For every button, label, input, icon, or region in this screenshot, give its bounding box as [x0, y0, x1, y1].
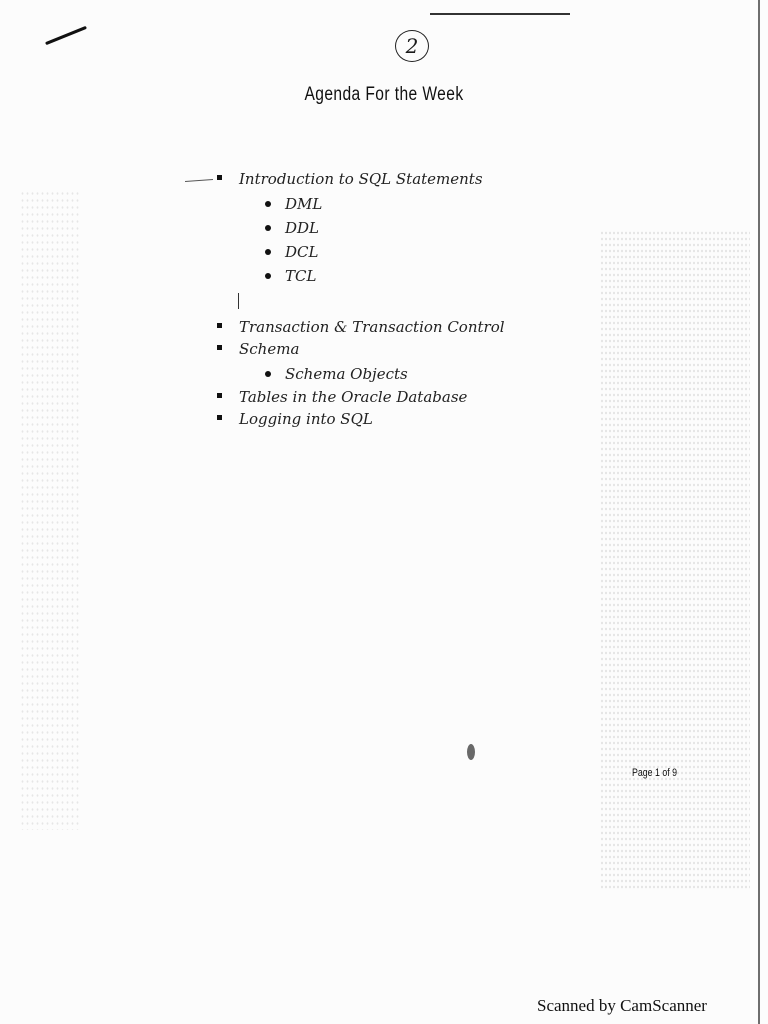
agenda-item-label: Introduction to SQL Statements — [239, 170, 483, 188]
handwritten-page-marker: 2 — [395, 30, 429, 62]
sub-item-ddl: DDL — [263, 216, 505, 240]
agenda-item-label: Logging into SQL — [239, 410, 373, 428]
scan-top-line — [430, 13, 570, 15]
pencil-dash-mark — [185, 179, 213, 182]
agenda-item-logging — [217, 408, 505, 430]
page-title: Agenda For the Week — [304, 84, 464, 105]
ink-blot — [467, 744, 475, 760]
sub-list-schema — [239, 362, 505, 386]
agenda-list — [217, 168, 505, 430]
sub-item-dcl: DCL — [263, 240, 505, 264]
scanner-watermark: Scanned by CamScanner — [537, 996, 707, 1015]
sub-list-sql-statements — [239, 192, 505, 288]
agenda-item-label: Tables in the Oracle Database — [239, 388, 468, 406]
scan-noise-left — [20, 190, 80, 830]
page-number-footer: Page 1 of 9 — [632, 767, 678, 779]
pen-stroke-mark — [45, 26, 87, 45]
scan-edge-line — [758, 0, 760, 1024]
agenda-item-transaction — [217, 316, 505, 338]
agenda-item-oracle-tables — [217, 386, 505, 408]
agenda-item-sql-statements — [217, 168, 505, 288]
sub-item-schema-objects: Schema Objects — [263, 362, 505, 386]
sub-item-dml: DML — [263, 192, 505, 216]
scan-noise-right — [600, 230, 750, 890]
agenda-item-label: Transaction & Transaction Control — [239, 318, 505, 336]
sub-item-tcl: TCL — [263, 264, 505, 288]
agenda-item-label: Schema — [239, 340, 300, 358]
agenda-item-schema — [217, 338, 505, 386]
